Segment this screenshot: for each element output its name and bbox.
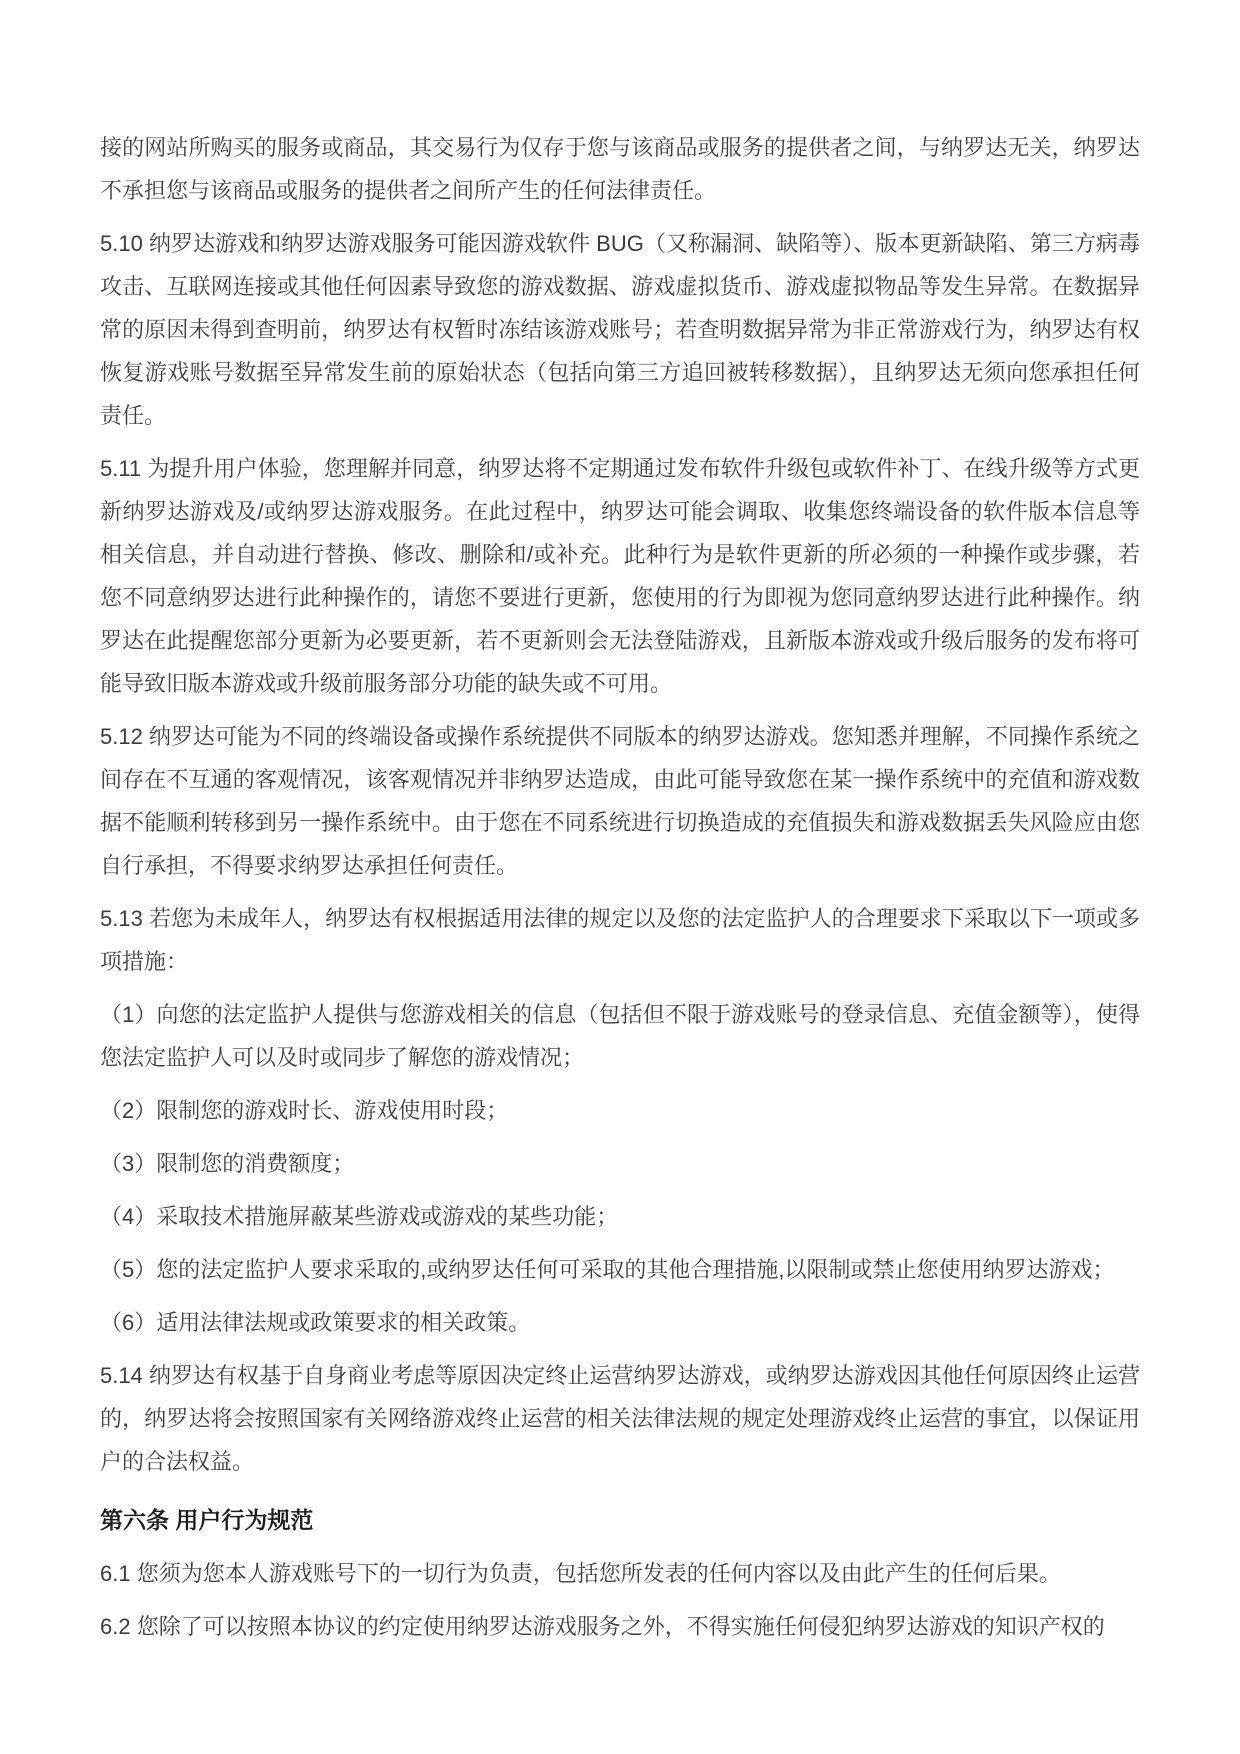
- clause-5-13: 5.13 若您为未成年人，纳罗达有权根据适用法律的规定以及您的法定监护人的合理要求下采取以下一项或多项措施：: [100, 906, 1140, 974]
- clause-5-11: 5.11 为提升用户体验，您理解并同意，纳罗达将不定期通过发布软件升级包或软件补丁、在线升级等方式更新纳罗达游戏及/或纳罗达游戏服务。在此过程中，纳罗达可能会调取、收集您终端设备的软件版本信息等相关信息，并自动进行替换、修改、删除和/或补充。此种行为是软件更新的所必须的一种操作或步骤，若您不同意纳罗达进行此种操作的，请您不要进行更新，您使用的行为即视为您同意纳罗达进行此种操作。纳罗达在此提醒您部分更新为必要更新，若不更新则会无法登陆游戏，且新版本游戏或升级后服务的发布将可能导致旧版本游戏或升级前服务部分功能的缺失或不可用。: [100, 456, 1140, 696]
- clause-5-14: 5.14 纳罗达有权基于自身商业考虑等原因决定终止运营纳罗达游戏，或纳罗达游戏因其他任何原因终止运营的，纳罗达将会按照国家有关网络游戏终止运营的相关法律法规的规定处理游戏终止运营的事宜，以保证用户的合法权益。: [100, 1363, 1140, 1474]
- clause-5-13-item-6: （6）适用法律法规或政策要求的相关政策。: [100, 1310, 531, 1335]
- section-6-heading: 第六条 用户行为规范: [100, 1507, 314, 1533]
- clause-6-2: 6.2 您除了可以按照本协议的约定使用纳罗达游戏服务之外，不得实施任何侵犯纳罗达游戏的知识产权的: [100, 1614, 1105, 1639]
- clause-6-1: 6.1 您须为您本人游戏账号下的一切行为负责，包括您所发表的任何内容以及由此产生的任何后果。: [100, 1561, 1061, 1586]
- clause-5-13-item-5: （5）您的法定监护人要求采取的,或纳罗达任何可采取的其他合理措施,以限制或禁止您使用纳罗达游戏；: [100, 1257, 1115, 1282]
- clause-5-10: 5.10 纳罗达游戏和纳罗达游戏服务可能因游戏软件 BUG（又称漏洞、缺陷等）、版本更新缺陷、第三方病毒攻击、互联网连接或其他任何因素导致您的游戏数据、游戏虚拟货币、游戏虚拟物品等发生异常。在数据异常的原因未得到查明前，纳罗达有权暂时冻结该游戏账号；若查明数据异常为非正常游戏行为，纳罗达有权恢复游戏账号数据至异常发生前的原始状态（包括向第三方追回被转移数据），且纳罗达无须向您承担任何责任。: [100, 231, 1140, 428]
- clause-5-12: 5.12 纳罗达可能为不同的终端设备或操作系统提供不同版本的纳罗达游戏。您知悉并理解，不同操作系统之间存在不互通的客观情况，该客观情况并非纳罗达造成，由此可能导致您在某一操作系统中的充值和游戏数据不能顺利转移到另一操作系统中。由于您在不同系统进行切换造成的充值损失和游戏数据丢失风险应由您自行承担，不得要求纳罗达承担任何责任。: [100, 724, 1140, 878]
- clause-5-13-item-3: （3）限制您的消费额度；: [100, 1151, 355, 1176]
- clause-5-9-continuation: 接的网站所购买的服务或商品，其交易行为仅存于您与该商品或服务的提供者之间，与纳罗达无关，纳罗达不承担您与该商品或服务的提供者之间所产生的任何法律责任。: [100, 135, 1140, 203]
- clause-5-13-item-2: （2）限制您的游戏时长、游戏使用时段；: [100, 1098, 509, 1123]
- clause-5-13-item-4: （4）采取技术措施屏蔽某些游戏或游戏的某些功能；: [100, 1204, 619, 1229]
- clause-5-13-item-1: （1）向您的法定监护人提供与您游戏相关的信息（包括但不限于游戏账号的登录信息、充值金额等），使得您法定监护人可以及时或同步了解您的游戏情况；: [100, 1002, 1140, 1070]
